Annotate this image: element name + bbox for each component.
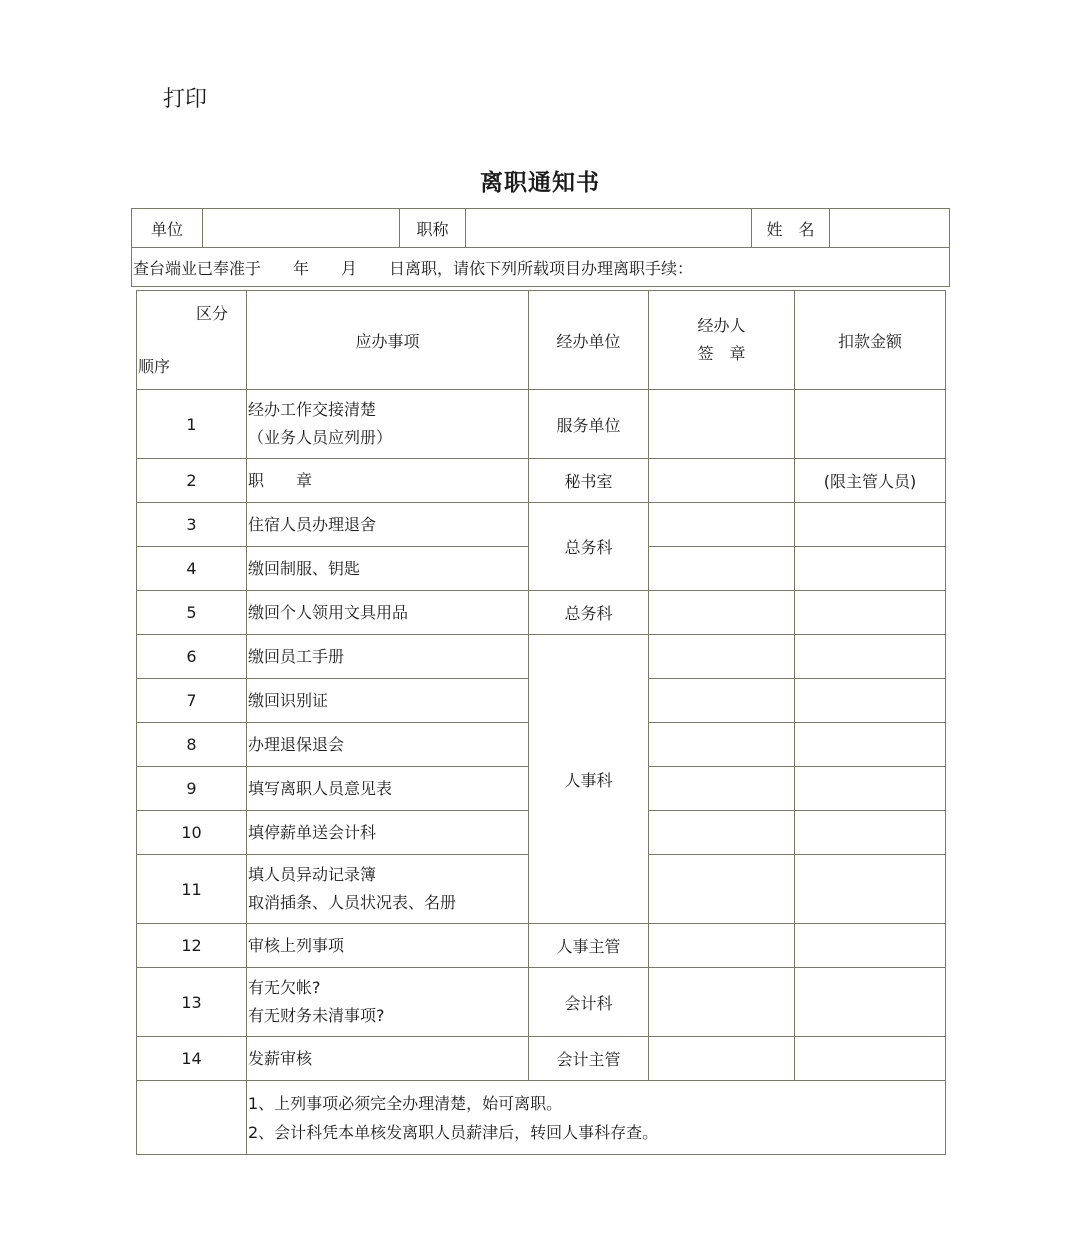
row-dept: 秘书室	[529, 459, 649, 503]
document-title: 离职通知书	[480, 170, 600, 196]
row-item: 缴回制服、钥匙	[247, 547, 529, 591]
row-signature-cell[interactable]	[649, 723, 795, 767]
row-number: 6	[137, 635, 247, 679]
row-signature-cell[interactable]	[649, 767, 795, 811]
row-item	[247, 968, 529, 1037]
row-number: 10	[137, 811, 247, 855]
row-number: 14	[137, 1037, 247, 1081]
unit-label: 单位	[132, 209, 203, 248]
row-item-line: 填人员异动记录簿	[248, 865, 377, 884]
row-deduction[interactable]	[795, 924, 946, 968]
table-row	[137, 459, 946, 503]
row-signature-cell[interactable]	[649, 503, 795, 547]
row-deduction[interactable]	[795, 679, 946, 723]
row-number: 12	[137, 924, 247, 968]
header-table	[131, 208, 950, 287]
row-signature-cell[interactable]	[649, 547, 795, 591]
position-field[interactable]	[466, 209, 752, 248]
row-deduction[interactable]	[795, 635, 946, 679]
row-deduction[interactable]: (限主管人员)	[795, 459, 946, 503]
table-row	[137, 591, 946, 635]
row-deduction[interactable]	[795, 767, 946, 811]
row-deduction[interactable]	[795, 855, 946, 924]
row-number: 11	[137, 855, 247, 924]
row-dept: 会计科	[529, 968, 649, 1037]
row-number: 7	[137, 679, 247, 723]
row-item-line: 取消插条、人员状况表、名册	[248, 893, 457, 912]
signature-header-line2: 签 章	[697, 344, 746, 363]
procedure-table	[136, 290, 946, 1155]
row-item	[247, 855, 529, 924]
row-item-line: 经办工作交接清楚	[248, 400, 377, 419]
row-dept: 总务科	[529, 503, 649, 591]
row-deduction[interactable]	[795, 723, 946, 767]
row-signature-cell[interactable]	[649, 390, 795, 459]
row-number: 4	[137, 547, 247, 591]
row-signature-cell[interactable]	[649, 591, 795, 635]
table-row	[137, 924, 946, 968]
row-item-line: 有无欠帐?	[248, 978, 321, 997]
note-line: 2、会计科凭本单核发离职人员薪津后，转回人事科存查。	[248, 1122, 659, 1142]
row-dept: 人事主管	[529, 924, 649, 968]
row-signature-cell[interactable]	[649, 459, 795, 503]
row-number: 2	[137, 459, 247, 503]
notes-row	[137, 1081, 946, 1155]
sequence-label: 顺序	[138, 357, 171, 376]
row-number: 9	[137, 767, 247, 811]
row-item: 缴回识别证	[247, 679, 529, 723]
notes-cell	[247, 1081, 946, 1155]
row-signature-cell[interactable]	[649, 855, 795, 924]
row-dept: 人事科	[529, 635, 649, 924]
signature-header-line1: 经办人	[697, 316, 746, 335]
row-dept: 总务科	[529, 591, 649, 635]
row-deduction[interactable]	[795, 390, 946, 459]
row-number: 3	[137, 503, 247, 547]
row-signature-cell[interactable]	[649, 635, 795, 679]
table-row	[137, 635, 946, 679]
row-dept: 会计主管	[529, 1037, 649, 1081]
note-line: 1、上列事项必须完全办理清楚，始可离职。	[248, 1093, 563, 1113]
table-header-row	[137, 291, 946, 390]
row-deduction[interactable]	[795, 503, 946, 547]
unit-field[interactable]	[203, 209, 400, 248]
name-label: 姓 名	[752, 209, 830, 248]
resignation-notice: 查台端业已奉准于 年 月 日离职，请依下列所载项目办理离职手续：	[132, 248, 950, 287]
signature-header	[649, 291, 795, 390]
row-item-line: （业务人员应列册）	[248, 428, 393, 447]
row-signature-cell[interactable]	[649, 968, 795, 1037]
row-number: 5	[137, 591, 247, 635]
dept-header: 经办单位	[529, 291, 649, 390]
row-deduction[interactable]	[795, 1037, 946, 1081]
row-item: 办理退保退会	[247, 723, 529, 767]
print-link[interactable]: 打印	[163, 87, 208, 112]
name-field[interactable]	[830, 209, 950, 248]
row-signature-cell[interactable]	[649, 1037, 795, 1081]
row-dept: 服务单位	[529, 390, 649, 459]
table-row	[137, 1037, 946, 1081]
row-item: 填写离职人员意见表	[247, 767, 529, 811]
deduction-header: 扣款金额	[795, 291, 946, 390]
row-deduction[interactable]	[795, 547, 946, 591]
row-deduction[interactable]	[795, 968, 946, 1037]
table-row	[137, 390, 946, 459]
notes-blank-cell	[137, 1081, 247, 1155]
row-item: 住宿人员办理退舍	[247, 503, 529, 547]
row-deduction[interactable]	[795, 591, 946, 635]
row-signature-cell[interactable]	[649, 679, 795, 723]
row-item-line: 有无财务未清事项?	[248, 1006, 385, 1025]
diagonal-header-cell	[137, 291, 247, 390]
row-item: 填停薪单送会计科	[247, 811, 529, 855]
table-row	[137, 503, 946, 547]
row-item: 缴回个人领用文具用品	[247, 591, 529, 635]
row-deduction[interactable]	[795, 811, 946, 855]
item-header: 应办事项	[247, 291, 529, 390]
row-number: 8	[137, 723, 247, 767]
row-number: 13	[137, 968, 247, 1037]
row-item: 职 章	[247, 459, 529, 503]
row-number: 1	[137, 390, 247, 459]
row-item: 审核上列事项	[247, 924, 529, 968]
table-row	[137, 968, 946, 1037]
zone-label: 区分	[195, 304, 228, 323]
row-item: 缴回员工手册	[247, 635, 529, 679]
position-label: 职称	[400, 209, 466, 248]
row-signature-cell[interactable]	[649, 811, 795, 855]
row-signature-cell[interactable]	[649, 924, 795, 968]
row-item: 发薪审核	[247, 1037, 529, 1081]
row-item	[247, 390, 529, 459]
